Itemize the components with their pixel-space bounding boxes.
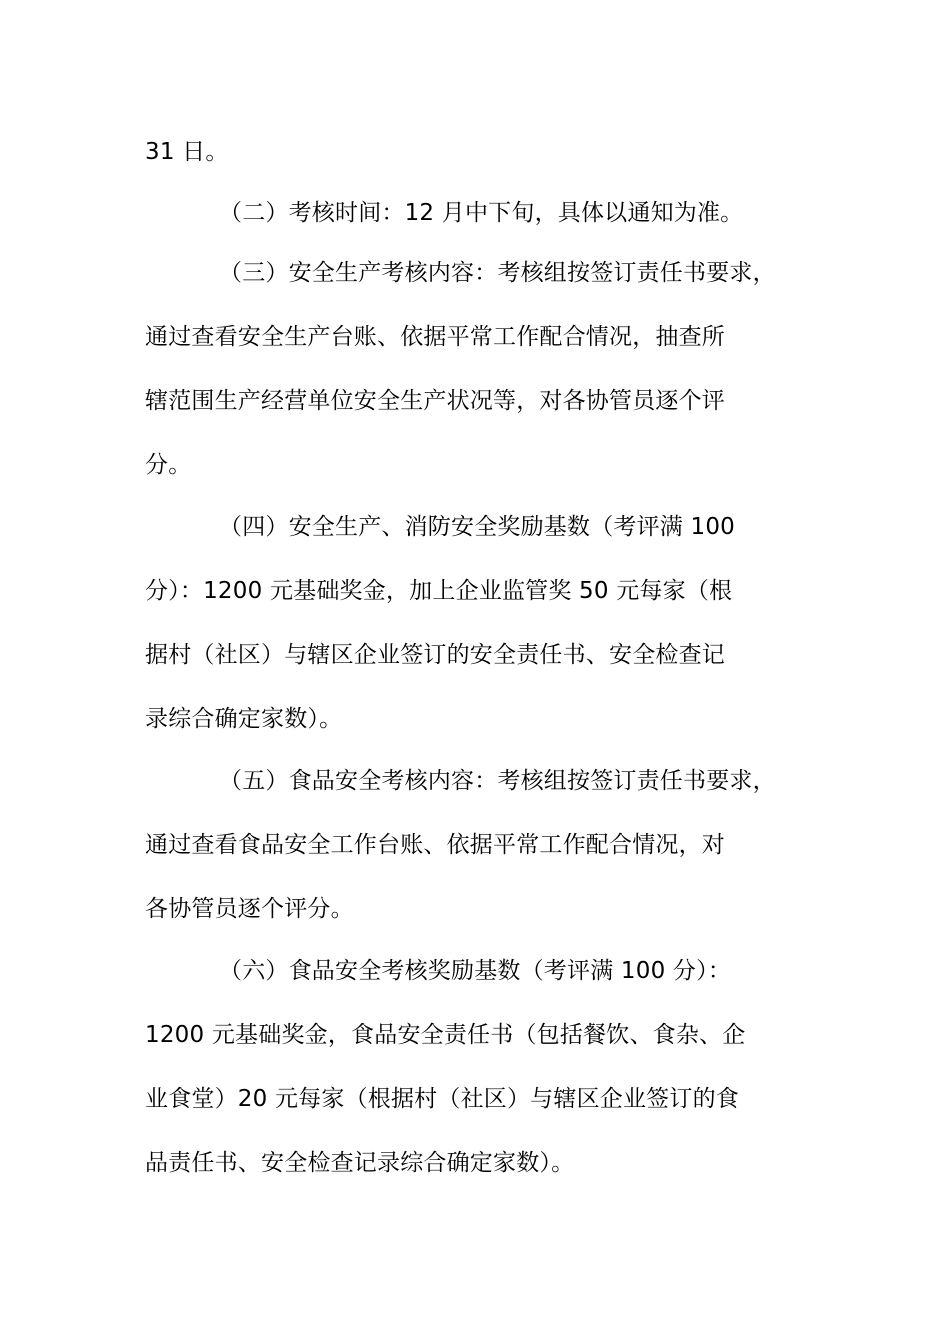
paragraph-6-line-1: （六）食品安全考核奖励基数（考评满 100 分）： xyxy=(219,958,732,984)
paragraph-6-line-3: 业食堂）20 元每家（根据村（社区）与辖区企业签订的食 xyxy=(145,1086,739,1112)
paragraph-2-line-1: （二）考核时间：12 月中下旬，具体以通知为准。 xyxy=(219,200,744,226)
paragraph-3-line-2: 通过查看安全生产台账、依据平常工作配合情况，抽查所 xyxy=(145,324,725,350)
paragraph-5-line-3: 各协管员逐个评分。 xyxy=(145,896,354,922)
paragraph-5-line-1: （五）食品安全考核内容：考核组按签订责任书要求， xyxy=(219,768,776,794)
paragraph-4-line-4: 录综合确定家数）。 xyxy=(145,706,343,732)
paragraph-3-line-4: 分。 xyxy=(145,452,192,478)
paragraph-3-line-1: （三）安全生产考核内容：考核组按签订责任书要求， xyxy=(219,260,776,286)
text-line-1: 31 日。 xyxy=(145,139,229,165)
paragraph-6-line-4: 品责任书、安全检查记录综合确定家数）。 xyxy=(145,1150,575,1176)
paragraph-3-line-3: 辖范围生产经营单位安全生产状况等，对各协管员逐个评 xyxy=(145,388,725,414)
paragraph-4-line-2: 分）：1200 元基础奖金，加上企业监管奖 50 元每家（根 xyxy=(145,578,733,604)
paragraph-6-line-2: 1200 元基础奖金，食品安全责任书（包括餐饮、食杂、企 xyxy=(145,1022,746,1048)
paragraph-4-line-3: 据村（社区）与辖区企业签订的安全责任书、安全检查记 xyxy=(145,642,725,668)
paragraph-5-line-2: 通过查看食品安全工作台账、依据平常工作配合情况，对 xyxy=(145,832,725,858)
paragraph-4-line-1: （四）安全生产、消防安全奖励基数（考评满 100 xyxy=(219,514,736,540)
